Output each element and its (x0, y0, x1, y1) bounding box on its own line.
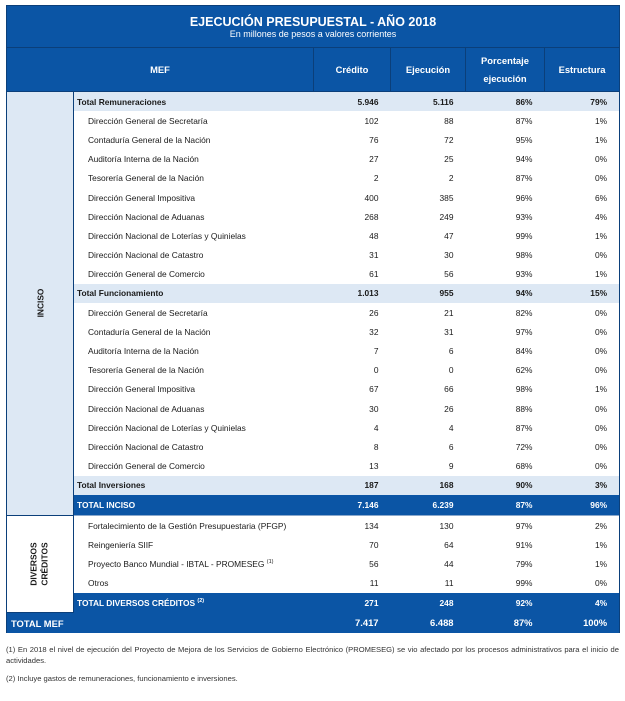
cell-label: Reingeniería SIIF (74, 535, 314, 554)
cell-label: Total Remuneraciones (74, 92, 314, 112)
cell-porcentaje: 79% (515, 558, 533, 569)
footnote-ref: (2) (197, 597, 205, 604)
cell-ejecucion: 4 (448, 422, 454, 433)
cell-porcentaje: 97% (466, 515, 545, 535)
cell-estructura: 15% (545, 284, 620, 303)
table-row (7, 554, 620, 573)
cell-porcentaje: 87% (515, 422, 533, 433)
cell-ejecucion: 5.116 (391, 92, 466, 112)
cell-credito: 2 (373, 173, 379, 184)
cell-ejecucion: 6.488 (391, 613, 466, 634)
footnote-ref: (1) (266, 559, 274, 566)
cell-credito: 11 (369, 578, 379, 589)
cell-ejecucion: 168 (391, 476, 466, 495)
table-row (7, 265, 620, 284)
cell-estructura: 1% (545, 226, 620, 245)
cell-porcentaje: 98% (515, 384, 533, 395)
cell-credito: 7.146 (314, 495, 391, 516)
total-inciso-row (7, 495, 620, 516)
cell-credito: 134 (314, 515, 391, 535)
diversos-label: DIVERSOS CRÉDITOS (28, 542, 50, 586)
cell-porcentaje: 87% (466, 495, 545, 516)
cell-ejecucion: 21 (444, 307, 454, 318)
cell-porcentaje: 88% (515, 403, 533, 414)
table-row (7, 574, 620, 593)
cell-ejecucion: 56 (444, 269, 454, 280)
cell-estructura: 1% (545, 265, 620, 284)
cell-credito: 4 (373, 422, 379, 433)
total-remuneraciones-row (7, 92, 620, 112)
table-row (7, 361, 620, 380)
cell-ejecucion: 88 (444, 115, 454, 126)
cell-ejecucion: 72 (444, 134, 454, 145)
cell-porcentaje: 99% (515, 230, 533, 241)
cell-porcentaje: 82% (515, 307, 533, 318)
cell-estructura: 0% (545, 457, 620, 476)
cell-estructura: 0% (545, 341, 620, 360)
table-row (7, 457, 620, 476)
cell-estructura: 2% (545, 515, 620, 535)
table-row (7, 111, 620, 130)
cell-estructura: 0% (545, 418, 620, 437)
cell-ejecucion: 30 (444, 250, 454, 261)
cell-label: Auditoría Interna de la Nación (74, 341, 314, 360)
cell-label: Auditoría Interna de la Nación (74, 150, 314, 169)
cell-porcentaje: 86% (466, 92, 545, 112)
cell-porcentaje: 91% (515, 539, 533, 550)
cell-estructura: 1% (545, 130, 620, 149)
cell-estructura: 96% (545, 495, 620, 516)
cell-credito: 271 (314, 593, 391, 613)
cell-estructura: 4% (545, 593, 620, 613)
cell-label: Dirección Nacional de Loterías y Quinielas (74, 418, 314, 437)
cell-ejecucion: 249 (439, 211, 454, 222)
cell-ejecucion: 6 (448, 346, 454, 357)
header-estructura: Estructura (545, 48, 620, 92)
cell-porcentaje: 90% (466, 476, 545, 495)
cell-credito: 7 (373, 346, 379, 357)
cell-credito: 48 (369, 230, 379, 241)
table-row (7, 303, 620, 322)
cell-label: Tesorería General de la Nación (74, 169, 314, 188)
cell-ejecucion: 6.239 (391, 495, 466, 516)
cell-credito: 61 (369, 269, 379, 280)
cell-estructura: 0% (545, 437, 620, 456)
cell-label: Dirección Nacional de Loterías y Quinielas (74, 226, 314, 245)
table-row (7, 399, 620, 418)
report-subtitle: En millones de pesos a valores corrientes (7, 29, 620, 48)
cell-label: Proyecto Banco Mundial - IBTAL - PROMESEG $^{(1)}$ (74, 554, 314, 573)
table-row (7, 515, 620, 535)
table-row (7, 535, 620, 554)
cell-label: Contaduría General de la Nación (74, 322, 314, 341)
cell-label: Dirección General Impositiva (74, 380, 314, 399)
header-mef: MEF (7, 48, 314, 92)
footnote-1: (1) En 2018 el nivel de ejecución del Proyecto de Mejora de los Servicios de Gobierno Electrónico (PROMESEG) se vio afectado por los procesos administrativos para el inicio de actividades. (6, 645, 619, 666)
cell-porcentaje: 62% (515, 365, 533, 376)
cell-ejecucion: 955 (391, 284, 466, 303)
cell-ejecucion: 44 (444, 558, 454, 569)
cell-credito: 102 (364, 115, 379, 126)
cell-label: Dirección Nacional de Aduanas (74, 399, 314, 418)
cell-credito: 26 (369, 307, 379, 318)
cell-label: Total Inversiones (74, 476, 314, 495)
cell-estructura: 6% (545, 188, 620, 207)
cell-estructura: 1% (545, 111, 620, 130)
cell-credito: 268 (364, 211, 379, 222)
total-funcionamiento-row (7, 284, 620, 303)
total-inversiones-row (7, 476, 620, 495)
inciso-label: INCISO (34, 289, 45, 318)
cell-ejecucion: 64 (444, 539, 454, 550)
cell-credito: 70 (369, 539, 379, 550)
table-row (7, 418, 620, 437)
title-row (7, 6, 620, 30)
cell-label: Contaduría General de la Nación (74, 130, 314, 149)
budget-table (6, 5, 620, 633)
cell-ejecucion: 25 (444, 154, 454, 165)
cell-estructura: 0% (545, 150, 620, 169)
cell-label: Total Funcionamiento (74, 284, 314, 303)
cell-credito: 5.946 (314, 92, 391, 112)
cell-porcentaje: 96% (515, 192, 533, 203)
cell-estructura: 100% (545, 613, 620, 634)
cell-porcentaje: 87% (466, 613, 545, 634)
cell-estructura: 0% (545, 574, 620, 593)
cell-credito: 67 (369, 384, 379, 395)
cell-credito: 30 (369, 403, 379, 414)
cell-porcentaje: 98% (515, 250, 533, 261)
cell-label: Dirección Nacional de Catastro (74, 437, 314, 456)
cell-estructura: 0% (545, 322, 620, 341)
cell-estructura: 0% (545, 399, 620, 418)
table-row (7, 322, 620, 341)
report-title: EJECUCIÓN PRESUPUESTAL - AÑO 2018 (7, 6, 620, 30)
cell-credito: 31 (369, 250, 379, 261)
cell-credito: 7.417 (314, 613, 391, 634)
subtitle-row (7, 29, 620, 48)
cell-porcentaje: 93% (515, 211, 533, 222)
cell-estructura: 1% (545, 535, 620, 554)
cell-label: Dirección Nacional de Aduanas (74, 207, 314, 226)
cell-porcentaje: 93% (515, 269, 533, 280)
cell-label: Dirección Nacional de Catastro (74, 246, 314, 265)
table-row (7, 437, 620, 456)
budget-report (6, 5, 619, 691)
cell-estructura: 3% (545, 476, 620, 495)
table-row (7, 341, 620, 360)
cell-porcentaje: 92% (466, 593, 545, 613)
cell-label: TOTAL DIVERSOS CRÉDITOS $^{(2)}$ (74, 593, 314, 613)
cell-porcentaje: 68% (515, 461, 533, 472)
cell-label: Otros (74, 574, 314, 593)
cell-label: Dirección General Impositiva (74, 188, 314, 207)
cell-ejecucion: 248 (391, 593, 466, 613)
cell-ejecucion: 9 (448, 461, 454, 472)
table-row (7, 226, 620, 245)
cell-label: Dirección General de Comercio (74, 265, 314, 284)
total-mef-row (7, 613, 620, 634)
header-porcentaje: Porcentaje ejecución (466, 48, 545, 92)
cell-porcentaje: 97% (515, 326, 533, 337)
cell-estructura: 0% (545, 361, 620, 380)
header-ejecucion: Ejecución (391, 48, 466, 92)
cell-ejecucion: 0 (448, 365, 454, 376)
cell-label: Dirección General de Secretaría (74, 303, 314, 322)
cell-estructura: 1% (545, 554, 620, 573)
table-row (7, 380, 620, 399)
cell-ejecucion: 26 (444, 403, 454, 414)
cell-label: Dirección General de Secretaría (74, 111, 314, 130)
cell-credito: 400 (364, 192, 379, 203)
cell-label: Dirección General de Comercio (74, 457, 314, 476)
cell-ejecucion: 31 (444, 326, 454, 337)
table-row (7, 207, 620, 226)
cell-label: Tesorería General de la Nación (74, 361, 314, 380)
cell-credito: 187 (314, 476, 391, 495)
cell-label: TOTAL INCISO (74, 495, 314, 516)
column-header-row (7, 48, 620, 92)
table-row (7, 150, 620, 169)
cell-ejecucion: 66 (444, 384, 454, 395)
cell-porcentaje: 72% (515, 441, 533, 452)
cell-porcentaje: 87% (515, 173, 533, 184)
cell-label: Fortalecimiento de la Gestión Presupuestaria (PFGP) (74, 515, 314, 535)
cell-estructura: 1% (545, 380, 620, 399)
cell-credito: 1.013 (314, 284, 391, 303)
side-label-diversos (7, 515, 74, 612)
cell-ejecucion: 6 (448, 441, 454, 452)
total-diversos-row (7, 593, 620, 613)
cell-ejecucion: 47 (444, 230, 454, 241)
footnote-2: (2) Incluye gastos de remuneraciones, funcionamiento e inversiones. (6, 674, 238, 684)
side-label-inciso (7, 92, 74, 516)
cell-credito: 27 (369, 154, 379, 165)
cell-credito: 32 (369, 326, 379, 337)
cell-estructura: 4% (545, 207, 620, 226)
cell-ejecucion: 385 (439, 192, 454, 203)
table-row (7, 169, 620, 188)
cell-label: TOTAL MEF (7, 613, 314, 634)
cell-porcentaje: 94% (466, 284, 545, 303)
cell-credito: 56 (369, 558, 379, 569)
cell-porcentaje: 84% (515, 346, 533, 357)
cell-estructura: 0% (545, 169, 620, 188)
cell-porcentaje: 94% (515, 154, 533, 165)
cell-porcentaje: 95% (515, 134, 533, 145)
cell-ejecucion: 130 (391, 515, 466, 535)
cell-estructura: 0% (545, 303, 620, 322)
cell-estructura: 79% (545, 92, 620, 112)
cell-porcentaje: 87% (515, 115, 533, 126)
cell-ejecucion: 11 (444, 578, 454, 589)
cell-porcentaje: 99% (515, 578, 533, 589)
cell-ejecucion: 2 (448, 173, 454, 184)
cell-estructura: 0% (545, 246, 620, 265)
header-credito: Crédito (314, 48, 391, 92)
table-row (7, 246, 620, 265)
cell-credito: 76 (369, 134, 379, 145)
table-row (7, 130, 620, 149)
table-row (7, 188, 620, 207)
footnotes (6, 644, 619, 684)
cell-credito: 13 (369, 461, 379, 472)
cell-credito: 8 (373, 441, 379, 452)
cell-credito: 0 (373, 365, 379, 376)
